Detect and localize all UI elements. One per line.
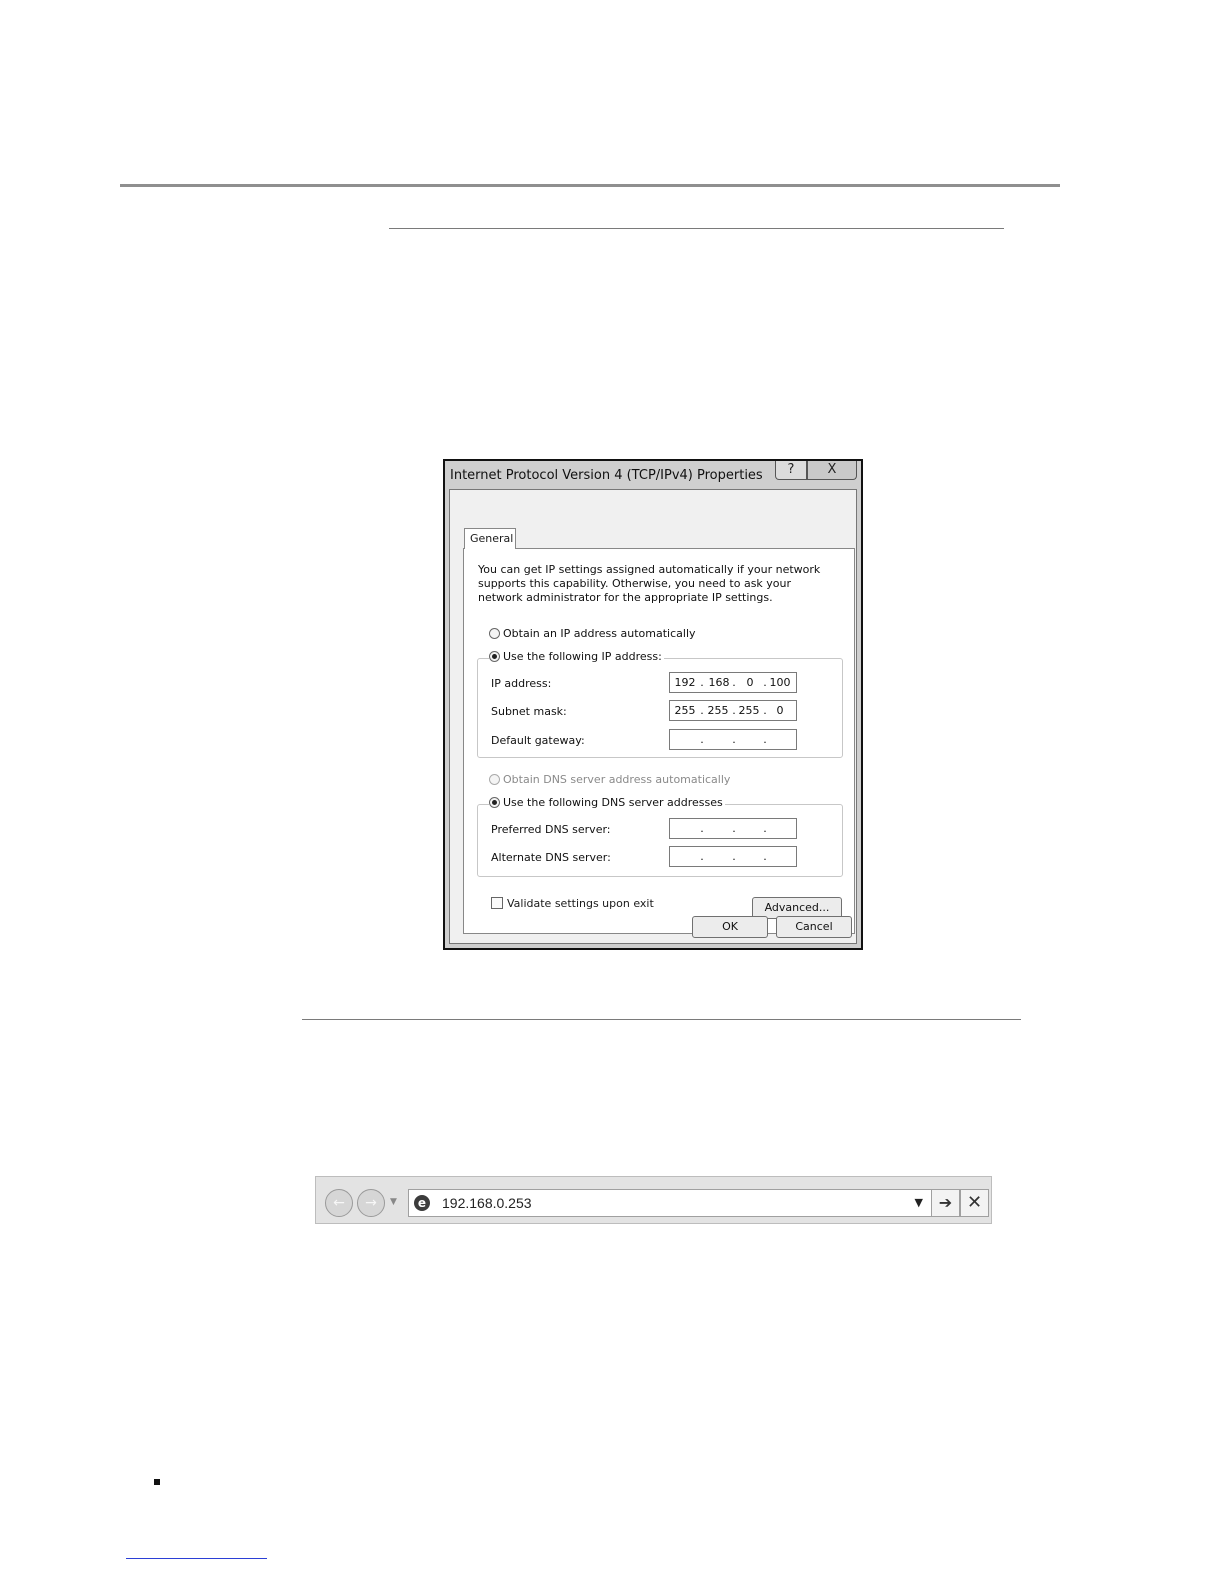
url-text[interactable]: 192.168.0.253 [442, 1195, 532, 1211]
ok-button[interactable]: OK [692, 916, 768, 938]
dns-auto-radio-row[interactable] [489, 773, 732, 786]
cancel-button[interactable]: Cancel [776, 916, 852, 938]
mask-octet-3: 255 [738, 704, 760, 717]
ip-manual-radio[interactable] [489, 651, 500, 662]
octet-separator: . [763, 676, 767, 689]
validate-settings-label: Validate settings upon exit [507, 897, 654, 910]
general-panel [463, 548, 855, 934]
browser-address-bar [315, 1176, 992, 1224]
ip-manual-radio-row[interactable] [489, 650, 664, 663]
go-button[interactable] [931, 1189, 960, 1217]
octet-separator: . [700, 850, 704, 863]
octet-separator: . [763, 704, 767, 717]
subnet-mask-input[interactable] [669, 700, 797, 721]
ipv4-properties-dialog [443, 459, 863, 950]
octet-separator: . [763, 733, 767, 746]
bullet-marker [154, 1479, 160, 1485]
validate-settings-checkbox[interactable] [491, 897, 503, 909]
octet-separator: . [700, 822, 704, 835]
intro-text: You can get IP settings assigned automatically if your network supports this capability. Otherwise, you need to ask your network administrator for the appropriate IP settings. [478, 563, 821, 604]
octet-separator: . [763, 850, 767, 863]
mask-octet-1: 255 [674, 704, 696, 717]
forward-button[interactable] [357, 1189, 385, 1217]
ip-auto-radio[interactable] [489, 628, 500, 639]
go-arrow-icon: ➔ [938, 1193, 953, 1212]
header-rule [120, 184, 1060, 187]
history-dropdown-icon[interactable]: ▼ [390, 1197, 397, 1207]
ip-address-label: IP address: [491, 677, 552, 690]
section-rule [389, 228, 1004, 229]
ip-address-input[interactable] [669, 672, 797, 693]
back-button[interactable] [325, 1189, 353, 1217]
dns-manual-radio-row[interactable] [489, 796, 725, 809]
octet-separator: . [732, 850, 736, 863]
dns-auto-radio[interactable] [489, 774, 500, 785]
subnet-mask-label: Subnet mask: [491, 705, 567, 718]
help-button[interactable] [775, 461, 807, 480]
preferred-dns-label: Preferred DNS server: [491, 823, 611, 836]
address-field[interactable] [408, 1189, 932, 1217]
dns-manual-label: Use the following DNS server addresses [503, 796, 723, 809]
section-rule [302, 1019, 1021, 1020]
ip-octet-1: 192 [674, 676, 696, 689]
forward-arrow-icon: → [365, 1195, 377, 1211]
address-dropdown-icon[interactable]: ▼ [914, 1196, 923, 1209]
ip-auto-radio-row[interactable] [489, 627, 698, 640]
stop-button[interactable] [960, 1189, 989, 1217]
alternate-dns-label: Alternate DNS server: [491, 851, 611, 864]
octet-separator: . [732, 676, 736, 689]
validate-settings-row[interactable] [491, 897, 654, 910]
dns-auto-label: Obtain DNS server address automatically [503, 773, 731, 786]
ip-octet-2: 168 [708, 676, 730, 689]
octet-separator: . [732, 704, 736, 717]
footnote-rule [126, 1558, 267, 1559]
octet-separator: . [763, 822, 767, 835]
close-icon: X [827, 462, 837, 477]
default-gateway-label: Default gateway: [491, 734, 585, 747]
ip-octet-3: 0 [746, 676, 754, 689]
internet-explorer-icon: e [414, 1195, 430, 1211]
close-button[interactable] [807, 461, 857, 480]
tab-general[interactable]: General [464, 528, 516, 549]
default-gateway-input[interactable] [669, 729, 797, 750]
ip-octet-4: 100 [769, 676, 791, 689]
help-icon: ? [787, 462, 795, 477]
octet-separator: . [732, 822, 736, 835]
stop-icon: ✕ [966, 1192, 983, 1213]
octet-separator: . [732, 733, 736, 746]
octet-separator: . [700, 733, 704, 746]
octet-separator: . [700, 704, 704, 717]
mask-octet-2: 255 [707, 704, 729, 717]
ip-manual-label: Use the following IP address: [503, 650, 662, 663]
dns-manual-radio[interactable] [489, 797, 500, 808]
mask-octet-4: 0 [776, 704, 784, 717]
ip-auto-label: Obtain an IP address automatically [503, 627, 696, 640]
preferred-dns-input[interactable] [669, 818, 797, 839]
back-arrow-icon: ← [333, 1195, 345, 1211]
octet-separator: . [700, 676, 704, 689]
dialog-body [449, 489, 857, 944]
alternate-dns-input[interactable] [669, 846, 797, 867]
advanced-button[interactable]: Advanced... [752, 897, 842, 919]
dialog-title: Internet Protocol Version 4 (TCP/IPv4) Properties [450, 468, 763, 483]
